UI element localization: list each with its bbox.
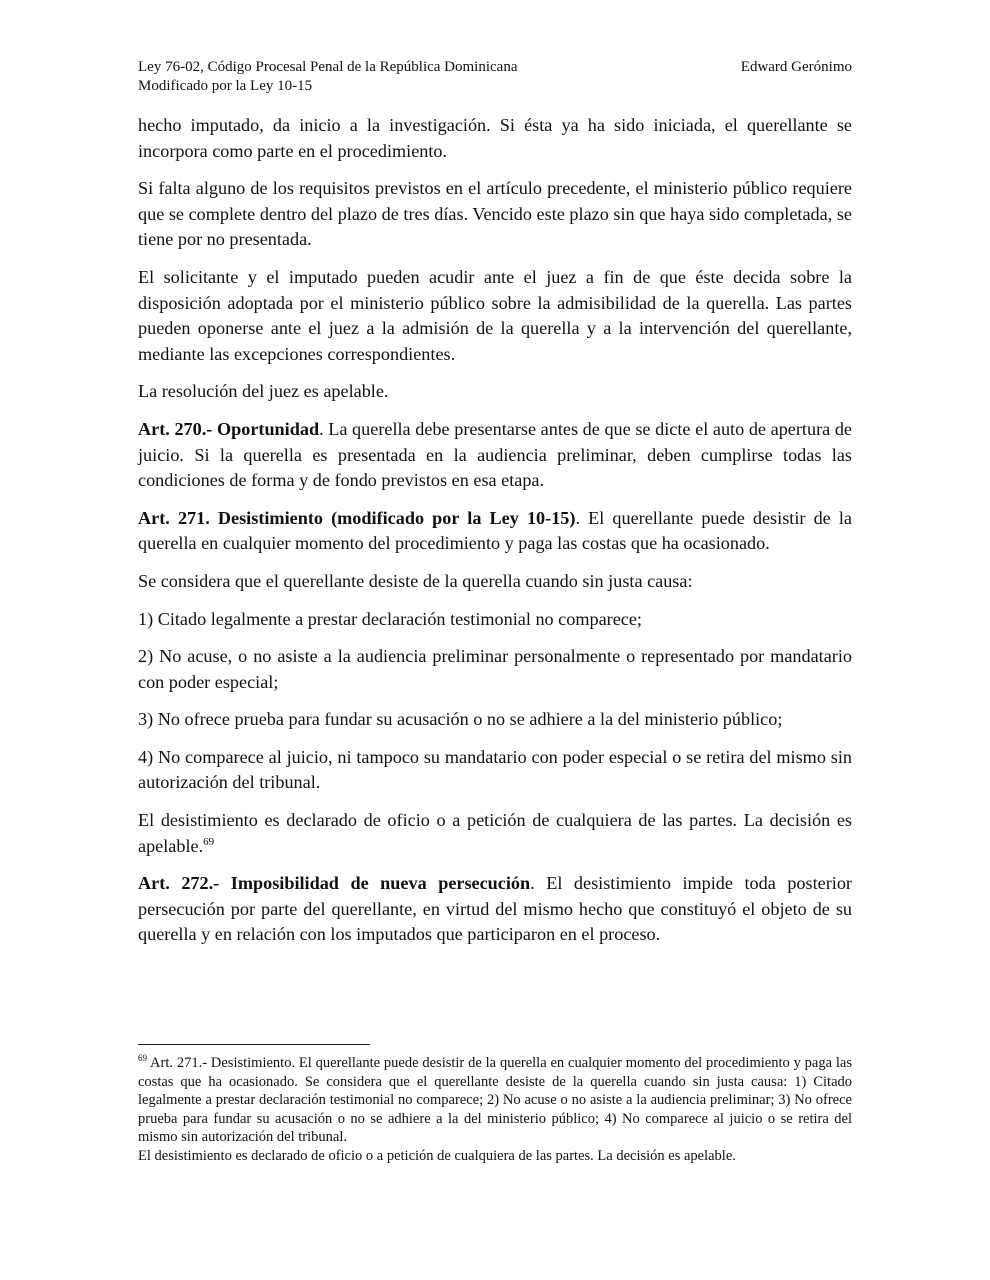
article-text: . La querella debe presentarse antes de que se dicte el auto de apertura de juicio. Si la querella es presentada en la audiencia preliminar, deben cumplirse todas las condiciones de forma y de fondo previstos en esa etapa. [138, 418, 852, 491]
header-title [138, 58, 517, 96]
article-text: . El desistimiento impide toda posterior persecución por parte del querellante, en virtud del mismo hecho que constituyó el objeto de su querella y en relación con los imputados que participaron en el proceso. [138, 873, 852, 945]
footnote-text [138, 1054, 852, 1147]
footnote [138, 1054, 852, 1165]
article-heading: Art. 271. Desistimiento (modificado por la Ley 10-15) [138, 507, 576, 528]
paragraph-text: El desistimiento es declarado de oficio o a petición de cualquiera de las partes. La decisión es apelable. [138, 810, 852, 856]
header-title-line2: Modificado por la Ley 10-15 [138, 78, 313, 94]
paragraph: hecho imputado, da inicio a la investigación. Si ésta ya ha sido iniciada, el querellante se incorpora como parte en el procedimiento. [138, 115, 852, 161]
paragraph: El solicitante y el imputado pueden acudir ante el juez a fin de que éste decida sobre la disposición adoptada por el ministerio público sobre la admisibilidad de la querella. Las partes pueden oponerse ante el juez a la admisión de la querella y a la intervención del querellante, mediante las excepciones correspondientes. [138, 266, 852, 364]
paragraph [138, 808, 852, 859]
footnote-body: Art. 271.- Desistimiento. El querellante puede desistir de la querella en cualquier momento del procedimiento y paga las costas que ha ocasionado. Se considera que el querellante desiste de la querella cuando sin justa causa: 1) Citado legalmente a prestar declaración testimonial no comparece; 2) No acuse o no asiste a la audiencia preliminar; 3) No ofrece prueba para fundar su acusación o no se adhiere a la del ministerio público; 4) No comparece al juicio o se retira del mismo sin autorización del tribunal. [138, 1055, 852, 1145]
list-item: 4) No comparece al juicio, ni tampoco su mandatario con poder especial o se retira del mismo sin autorización del tribunal. [138, 746, 852, 793]
article-text: . El querellante puede desistir de la querella en cualquier momento del procedimiento y paga las costas que ha ocasionado. [138, 507, 852, 554]
article-271 [138, 506, 852, 557]
footnote-text: El desistimiento es declarado de oficio o a petición de cualquiera de las partes. La decisión es apelable. [138, 1147, 736, 1164]
article-270 [138, 417, 852, 494]
list-item: 1) Citado legalmente a prestar declaración testimonial no comparece; [138, 608, 642, 629]
page-header [138, 58, 852, 96]
article-heading: Art. 270.- Oportunidad [138, 418, 320, 439]
paragraph: Si falta alguno de los requisitos previstos en el artículo precedente, el ministerio público requiere que se complete dentro del plazo de tres días. Vencido este plazo sin que haya sido completada, se tiene por no presentada. [138, 178, 852, 250]
footnote-separator [138, 1044, 370, 1045]
list-item: 3) No ofrece prueba para fundar su acusación o no se adhiere a la del ministerio público; [138, 709, 783, 730]
article-heading: Art. 272.- Imposibilidad de nueva persecución [138, 873, 531, 894]
list-item: 2) No acuse, o no asiste a la audiencia preliminar personalmente o representado por mandatario con poder especial; [138, 646, 852, 692]
header-author: Edward Gerónimo [740, 59, 852, 75]
footnote-reference[interactable]: 69 [203, 835, 215, 848]
document-body [138, 113, 852, 960]
header-title-line1: Ley 76-02, Código Procesal Penal de la República Dominicana [138, 59, 518, 75]
footnote-number: 69 [138, 1053, 147, 1064]
paragraph: La resolución del juez es apelable. [138, 381, 389, 402]
paragraph: Se considera que el querellante desiste de la querella cuando sin justa causa: [138, 570, 693, 591]
article-272 [138, 871, 852, 948]
